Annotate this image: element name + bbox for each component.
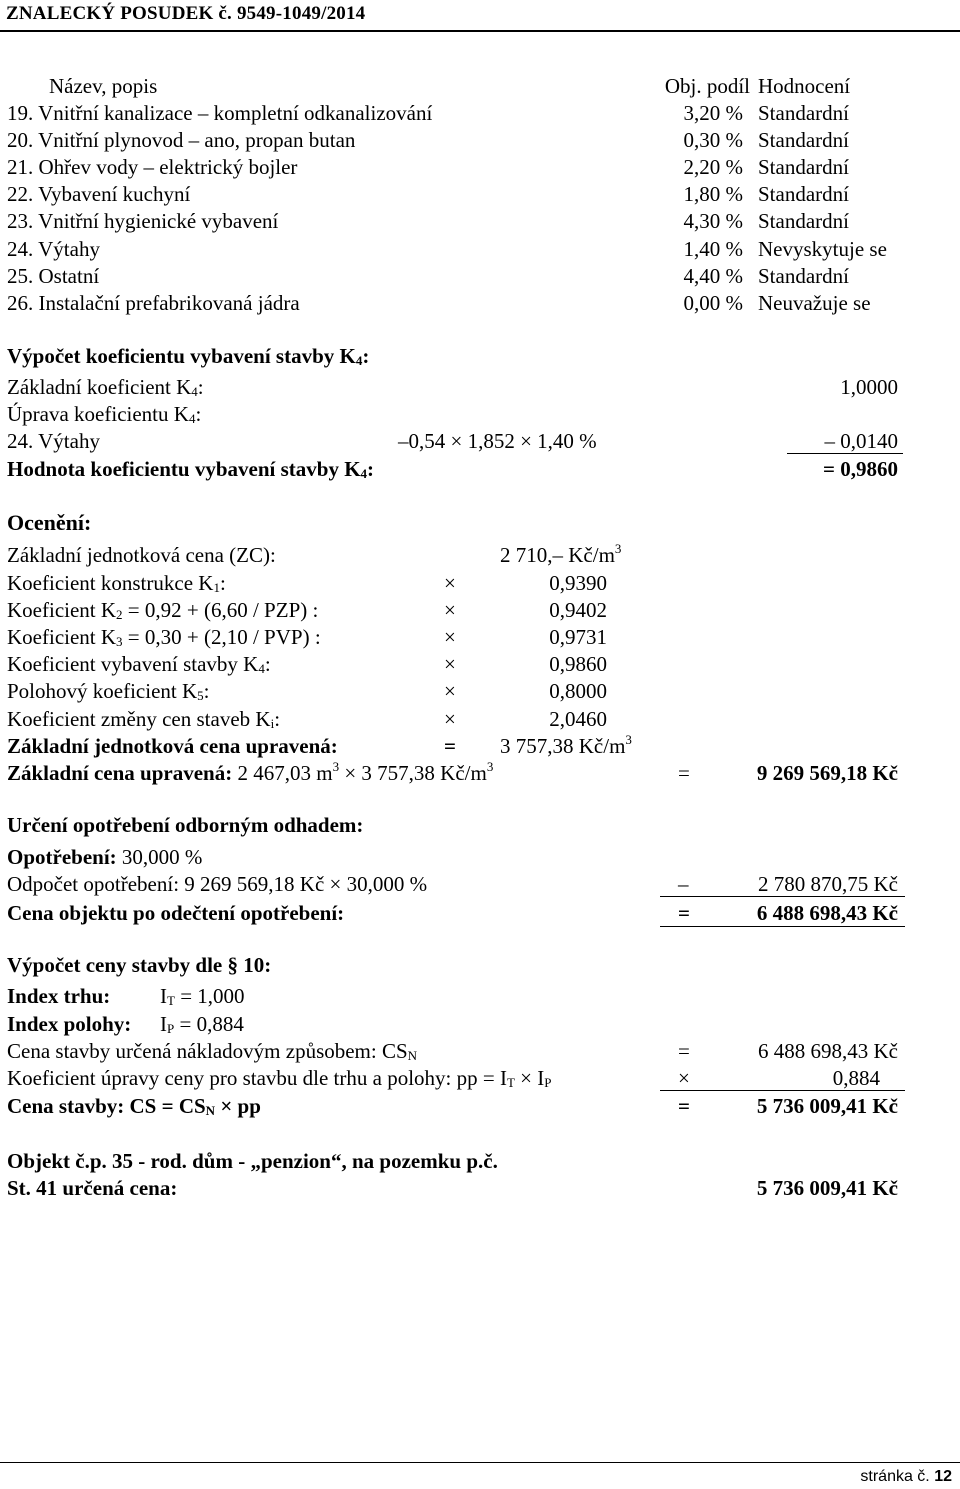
col-share-header: Obj. podíl	[664, 74, 750, 98]
k4-adj-name: 24. Výtahy	[7, 429, 100, 453]
valuation-heading: Ocenění:	[7, 510, 92, 535]
wear-heading: Určení opotřebení odborným odhadem:	[7, 813, 364, 837]
location-index: Index polohy: $I_P = 0,884$	[7, 1012, 244, 1036]
equipment-row-share: 1,40 %	[683, 236, 743, 261]
adjust-coef-value: 0,884	[832, 1066, 880, 1090]
equipment-row-rating: Standardní	[758, 128, 849, 153]
building-price-value: 5 736 009,41 Kč	[756, 1094, 898, 1118]
market-index: Index trhu: $I_T = 1,000$	[7, 984, 245, 1008]
coefficient-value: 0,9402	[549, 598, 607, 623]
coefficient-label: Koeficient vybavení stavby $K_4$:	[7, 652, 271, 677]
cost-price-op: =	[678, 1039, 690, 1063]
cost-price-label: Cena stavby určená nákladovým způsobem: $CS_N$	[7, 1039, 418, 1063]
coefficient-op: ×	[444, 652, 456, 677]
equipment-row-rating: Neuvažuje se	[758, 290, 871, 315]
coefficient-label: Koeficient změny cen staveb $K_i$:	[7, 706, 281, 731]
equipment-row-share: 1,80 %	[683, 182, 743, 207]
equipment-row-name: 19. Vnitřní kanalizace – kompletní odkanalizování	[7, 101, 433, 125]
coefficient-op: ×	[444, 571, 456, 595]
coefficient-value: 2,0460	[549, 706, 607, 731]
equipment-row-share: 4,30 %	[683, 209, 743, 234]
k4-underline	[787, 453, 903, 454]
cost-price-value: 6 488 698,43 Kč	[758, 1039, 898, 1063]
adjust-coef-op: ×	[678, 1066, 690, 1090]
adjusted-value: 3 757,38 $Kč/m^3$	[500, 732, 632, 758]
col-name-header: Název, popis	[49, 74, 158, 98]
equipment-row-share: 0,30 %	[683, 128, 743, 153]
building-price-op: =	[678, 1094, 690, 1118]
equipment-row-rating: Nevyskytuje se	[758, 236, 887, 261]
equipment-row-share: 3,20 %	[683, 101, 743, 125]
equipment-row-rating: Standardní	[758, 101, 849, 125]
equipment-row-share: 0,00 %	[683, 290, 743, 315]
after-wear-underline	[660, 926, 905, 927]
final-price-label: St. 41 určená cena:	[7, 1176, 178, 1200]
equipment-row-name: 25. Ostatní	[7, 263, 100, 288]
equipment-row-share: 4,40 %	[683, 263, 743, 288]
page-footer: stránka č. 12	[860, 1468, 952, 1485]
k4-result-value: = 0,9860	[823, 457, 898, 481]
final-heading: Výpočet ceny stavby dle § 10:	[7, 953, 272, 977]
after-wear-op: =	[678, 901, 690, 925]
base-price-line: Základní cena upravená: 2 467,03 $m^3 \times 3$ 757,38 $Kč/m^3$	[7, 759, 494, 785]
document-header: ZNALECKÝ POSUDEK č. 9549-1049/2014	[6, 3, 366, 24]
coefficient-value: 0,9731	[549, 625, 607, 650]
wear-line: Opotřebení: 30,000 %	[7, 845, 203, 869]
k4-base-value: 1,0000	[840, 375, 898, 399]
wear-deduct-label: Odpočet opotřebení: 9 269 569,18 Kč × 30,000 %	[7, 872, 428, 896]
base-price-op: =	[678, 761, 690, 785]
after-wear-label: Cena objektu po odečtení opotřebení:	[7, 901, 345, 925]
adjusted-op: =	[444, 734, 456, 758]
coefficient-op: ×	[444, 598, 456, 623]
equipment-row-name: 26. Instalační prefabrikovaná jádra	[7, 290, 300, 315]
zc-value: 2 710,– $Kč/m^3$	[500, 541, 622, 567]
k4-heading: Výpočet koeficientu vybavení stavby $K_4$:	[7, 344, 370, 368]
equipment-row-rating: Standardní	[758, 209, 849, 234]
footer-rule	[0, 1462, 960, 1463]
coefficient-op: ×	[444, 706, 456, 731]
k4-adj-calc: –0,54 × 1,852 × 1,40 %	[398, 429, 597, 453]
object-summary: Objekt č.p. 35 - rod. dům - „penzion“, na pozemku p.č.	[7, 1149, 498, 1173]
equipment-row-rating: Standardní	[758, 155, 849, 180]
equipment-row-share: 2,20 %	[683, 155, 743, 180]
coefficient-value: 0,8000	[549, 679, 607, 704]
coefficient-label: Koeficient konstrukce $K_1$:	[7, 571, 226, 595]
coefficient-label: Polohový koeficient $K_5$:	[7, 679, 210, 704]
coefficient-op: ×	[444, 625, 456, 650]
k4-result-label: Hodnota koeficientu vybavení stavby $K_4$:	[7, 457, 375, 481]
after-wear-value: 6 488 698,43 Kč	[756, 901, 898, 925]
equipment-row-name: 22. Vybavení kuchyní	[7, 182, 191, 207]
adjust-coef-label: Koeficient úpravy ceny pro stavbu dle trhu a polohy: pp = $I_T \times I_P$	[7, 1066, 552, 1090]
k4-base-label: Základní koeficient $K_4$:	[7, 375, 204, 399]
equipment-row-rating: Standardní	[758, 263, 849, 288]
equipment-row-rating: Standardní	[758, 182, 849, 207]
equipment-row-name: 21. Ohřev vody – elektrický bojler	[7, 155, 298, 180]
building-price-label: Cena stavby: CS = $CS_N$ × pp	[7, 1094, 261, 1118]
coefficient-label: Koeficient $K_2 = 0,92 + (6,60 / PZP)$ :	[7, 598, 319, 623]
wear-deduct-op: –	[678, 872, 689, 896]
equipment-row-name: 23. Vnitřní hygienické vybavení	[7, 209, 279, 234]
wear-deduct-value: 2 780 870,75 Kč	[758, 872, 898, 896]
final-price-value: 5 736 009,41 Kč	[756, 1176, 898, 1200]
k4-adj-label: Úprava koeficientu $K_4$:	[7, 402, 202, 426]
coefficient-value: 0,9390	[549, 571, 607, 595]
equipment-row-name: 20. Vnitřní plynovod – ano, propan butan	[7, 128, 356, 153]
equipment-row-name: 24. Výtahy	[7, 236, 100, 261]
coefficient-op: ×	[444, 679, 456, 704]
col-rating-header: Hodnocení	[758, 74, 851, 98]
zc-label: Základní jednotková cena (ZC):	[7, 543, 276, 567]
coefficient-label: Koeficient $K_3 = 0,30 + (2,10 / PVP)$ :	[7, 625, 321, 650]
coefficient-value: 0,9860	[549, 652, 607, 677]
adjusted-label: Základní jednotková cena upravená:	[7, 734, 338, 758]
header-rule	[0, 30, 960, 32]
k4-adj-value: – 0,0140	[824, 429, 898, 453]
wear-underline	[660, 896, 905, 897]
base-price-value: 9 269 569,18 Kč	[756, 761, 898, 785]
adjust-underline	[660, 1090, 905, 1091]
